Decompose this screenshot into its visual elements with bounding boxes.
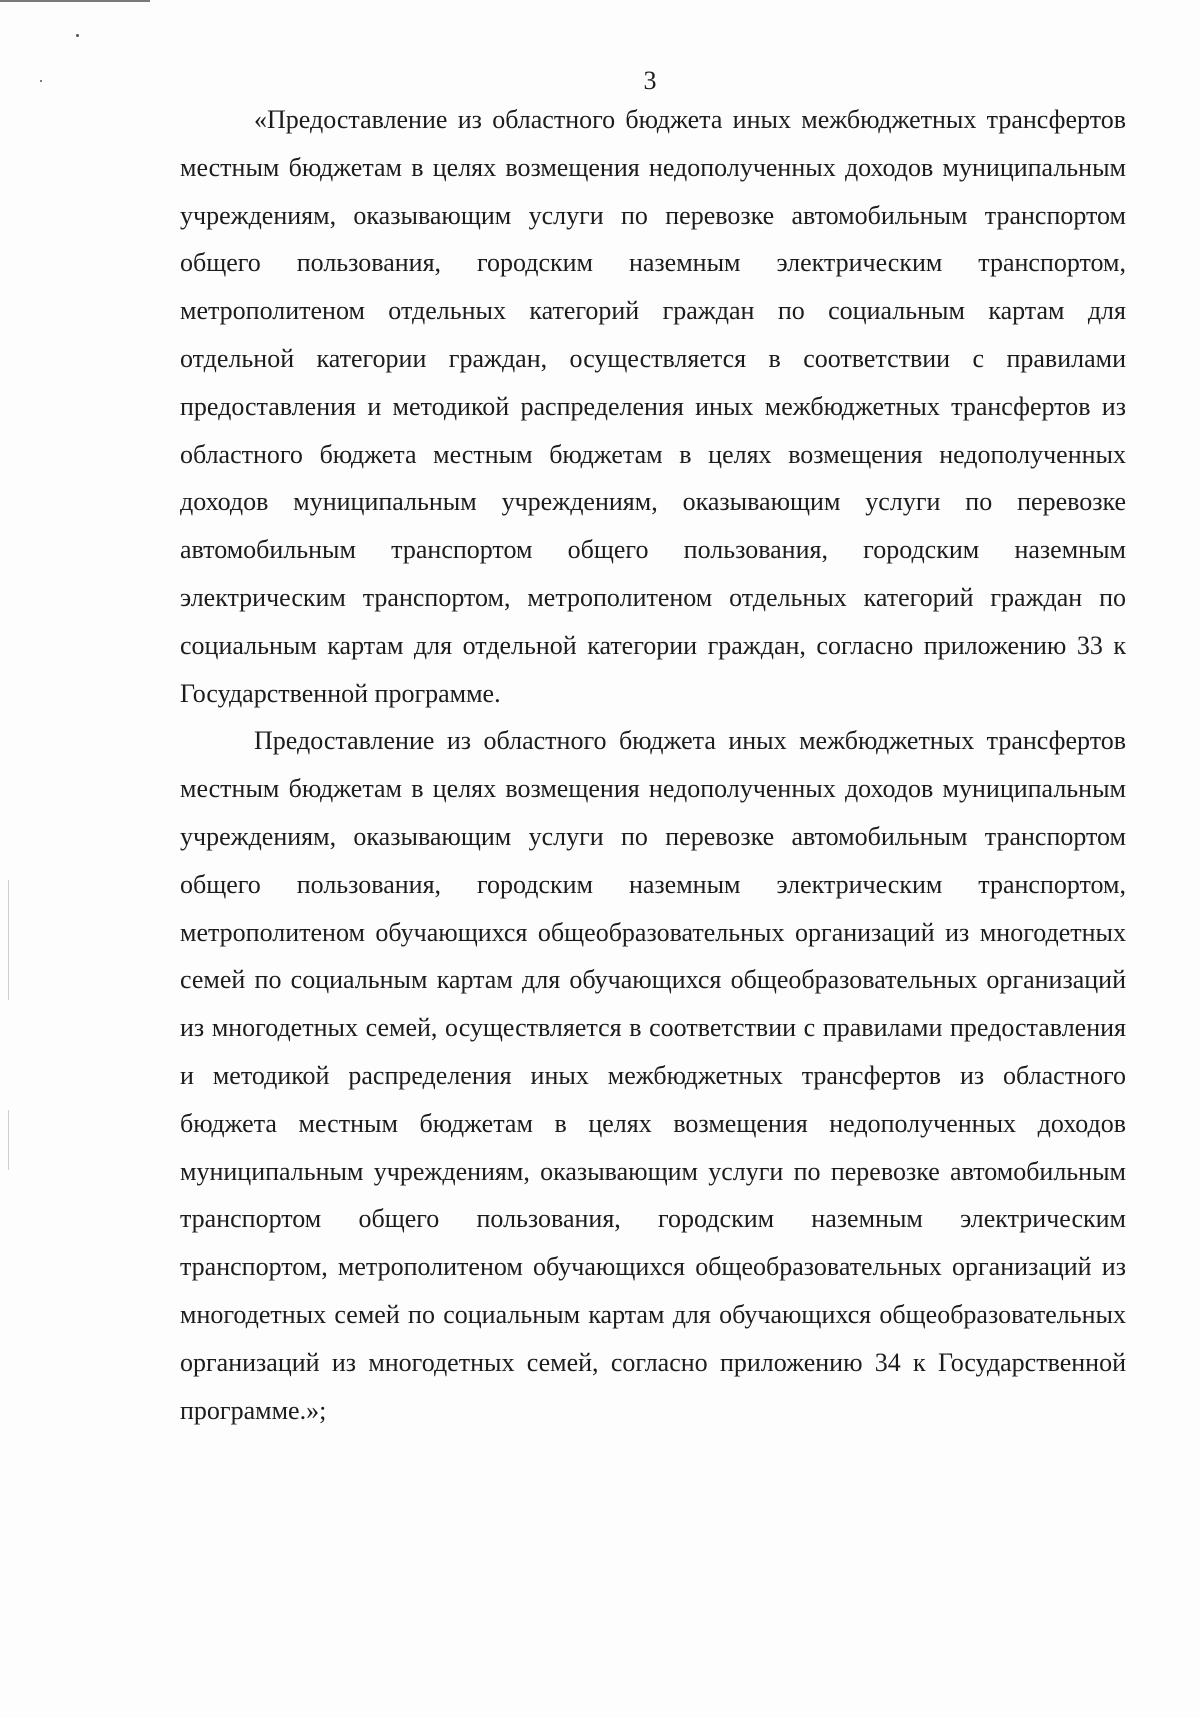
scan-top-rule xyxy=(0,0,150,2)
paragraph: «Предоставление из областного бюджета иных межбюджетных трансфертов местным бюджетам в целях возмещения недополученных доходов муниципальным учреждениям, оказывающим услуги по перевозке автомобильным транспортом общего пользования, городским наземным электрическим транспортом, метрополитеном отдельных категорий граждан по социальным картам для отдельной категории граждан, осуществляется в соответствии с правилами предоставления и методикой распределения иных межбюджетных трансфертов из областного бюджета местным бюджетам в целях возмещения недополученных доходов муниципальным учреждениям, оказывающим услуги по перевозке автомобильным транспортом общего пользования, городским наземным электрическим транспортом, метрополитеном отдельных категорий граждан по социальным картам для отдельной категории граждан, согласно приложению 33 к Государственной программе. xyxy=(180,105,1126,708)
page-number: 3 xyxy=(643,66,657,95)
scan-edge-line xyxy=(8,1110,9,1170)
scan-speck xyxy=(76,34,79,37)
document-body xyxy=(180,96,1126,1434)
paragraph: Предоставление из областного бюджета иных межбюджетных трансфертов местным бюджетам в целях возмещения недополученных доходов муниципальным учреждениям, оказывающим услуги по перевозке автомобильным транспортом общего пользования, городским наземным электрическим транспортом, метрополитеном обучающихся общеобразовательных организаций из многодетных семей по социальным картам для обучающихся общеобразовательных организаций из многодетных семей, осуществляется в соответствии с правилами предоставления и методикой распределения иных межбюджетных трансфертов из областного бюджета местным бюджетам в целях возмещения недополученных доходов муниципальным учреждениям, оказывающим услуги по перевозке автомобильным транспортом общего пользования, городским наземным электрическим транспортом, метрополитеном обучающихся общеобразовательных организаций из многодетных семей по социальным картам для обучающихся общеобразовательных организаций из многодетных семей, согласно приложению 34 к Государственной программе.»; xyxy=(180,726,1126,1425)
scan-edge-line xyxy=(8,880,9,1000)
